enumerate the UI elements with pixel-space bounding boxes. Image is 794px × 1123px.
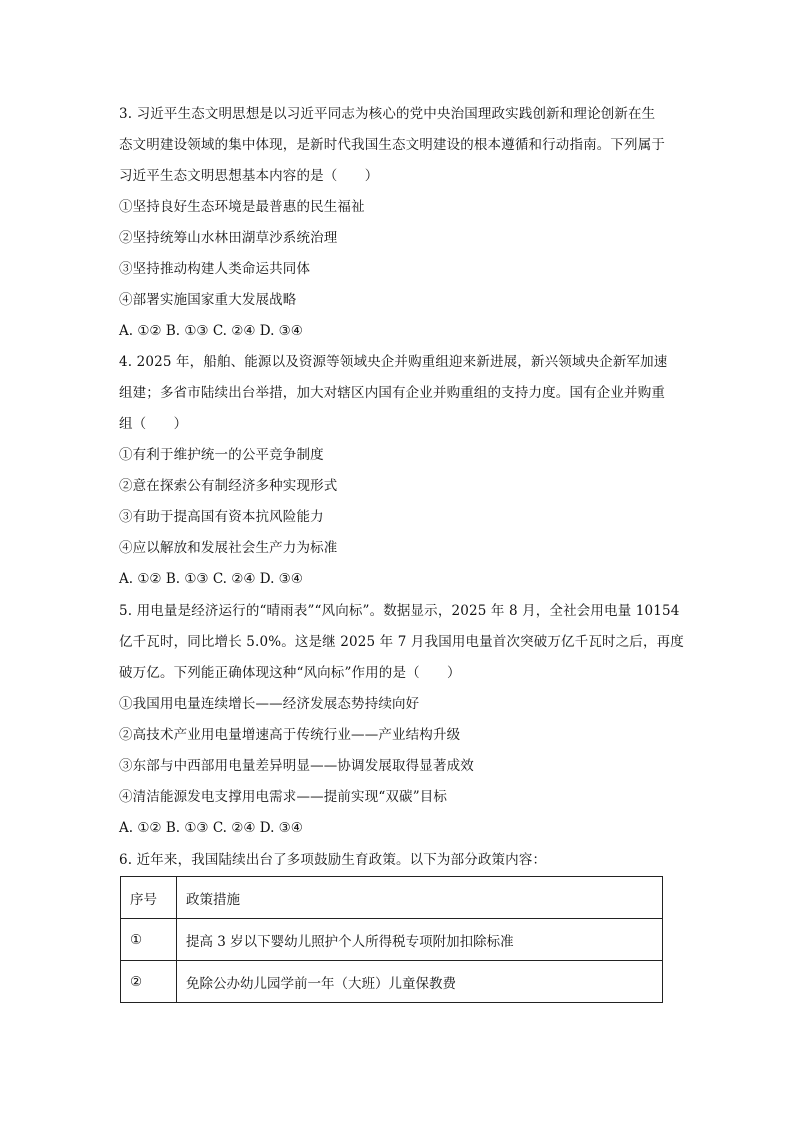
option-2: ②高技术产业用电量增速高于传统行业——产业结构升级 (119, 727, 461, 743)
answer-choices: A. ①② B. ①③ C. ②④ D. ③④ (119, 820, 303, 836)
option-2: ②坚持统筹山水林田湖草沙系统治理 (119, 230, 338, 246)
table-row (121, 961, 663, 1003)
question-4 (119, 347, 679, 595)
question-stem-line: 亿千瓦时，同比增长 5.0%。这是继 2025 年 7 月我国用电量首次突破万亿千瓦时之后，再度 (119, 634, 684, 650)
answer-choices: A. ①② B. ①③ C. ②④ D. ③④ (119, 323, 303, 339)
option-3: ③有助于提高国有资本抗风险能力 (119, 509, 324, 525)
question-stem-line: 组（ ） (119, 416, 188, 432)
table-header-row (121, 877, 663, 919)
question-stem-line: 组建；多省市陆续出台举措，加大对辖区内国有企业并购重组的支持力度。国有企业并购重 (119, 385, 665, 401)
question-stem-line: 3. 习近平生态文明思想是以习近平同志为核心的党中央治国理政实践创新和理论创新在生 (119, 106, 656, 122)
table-cell: ① (121, 919, 177, 961)
option-3: ③坚持推动构建人类命运共同体 (119, 261, 311, 277)
question-stem-line: 5. 用电量是经济运行的“晴雨表”“风向标”。数据显示，2025 年 8 月，全社会用电量 10154 (119, 603, 680, 619)
question-3 (119, 99, 679, 347)
question-5 (119, 596, 684, 844)
option-1: ①有利于维护统一的公平竞争制度 (119, 447, 324, 463)
question-stem-line: 态文明建设领域的集中体现，是新时代我国生态文明建设的根本遵循和行动指南。下列属于 (119, 137, 665, 153)
question-6 (119, 845, 679, 876)
question-stem-line: 4. 2025 年，船舶、能源以及资源等领域央企并购重组迎来新进展，新兴领域央企新军加速 (119, 354, 668, 370)
table-header-cell: 序号 (121, 877, 177, 919)
table-header-cell: 政策措施 (177, 877, 663, 919)
question-stem-line: 破万亿。下列能正确体现这种“风向标”作用的是（ ） (119, 665, 461, 681)
table-row (121, 919, 663, 961)
option-4: ④应以解放和发展社会生产力为标准 (119, 540, 338, 556)
option-3: ③东部与中西部用电量差异明显——协调发展取得显著成效 (119, 758, 474, 774)
table-cell: 免除公办幼儿园学前一年（大班）儿童保教费 (177, 961, 663, 1003)
table-cell: 提高 3 岁以下婴幼儿照护个人所得税专项附加扣除标准 (177, 919, 663, 961)
option-2: ②意在探索公有制经济多种实现形式 (119, 478, 338, 494)
answer-choices: A. ①② B. ①③ C. ②④ D. ③④ (119, 571, 303, 587)
option-4: ④清洁能源发电支撑用电需求——提前实现“双碳”目标 (119, 789, 448, 805)
option-1: ①我国用电量连续增长——经济发展态势持续向好 (119, 696, 420, 712)
option-1: ①坚持良好生态环境是最普惠的民生福祉 (119, 199, 365, 215)
question-stem-line: 习近平生态文明思想基本内容的是（ ） (119, 168, 379, 184)
table-cell: ② (121, 961, 177, 1003)
option-4: ④部署实施国家重大发展战略 (119, 292, 297, 308)
question-stem-line: 6. 近年来，我国陆续出台了多项鼓励生育政策。以下为部分政策内容： (119, 852, 547, 868)
policy-table (120, 876, 663, 1003)
